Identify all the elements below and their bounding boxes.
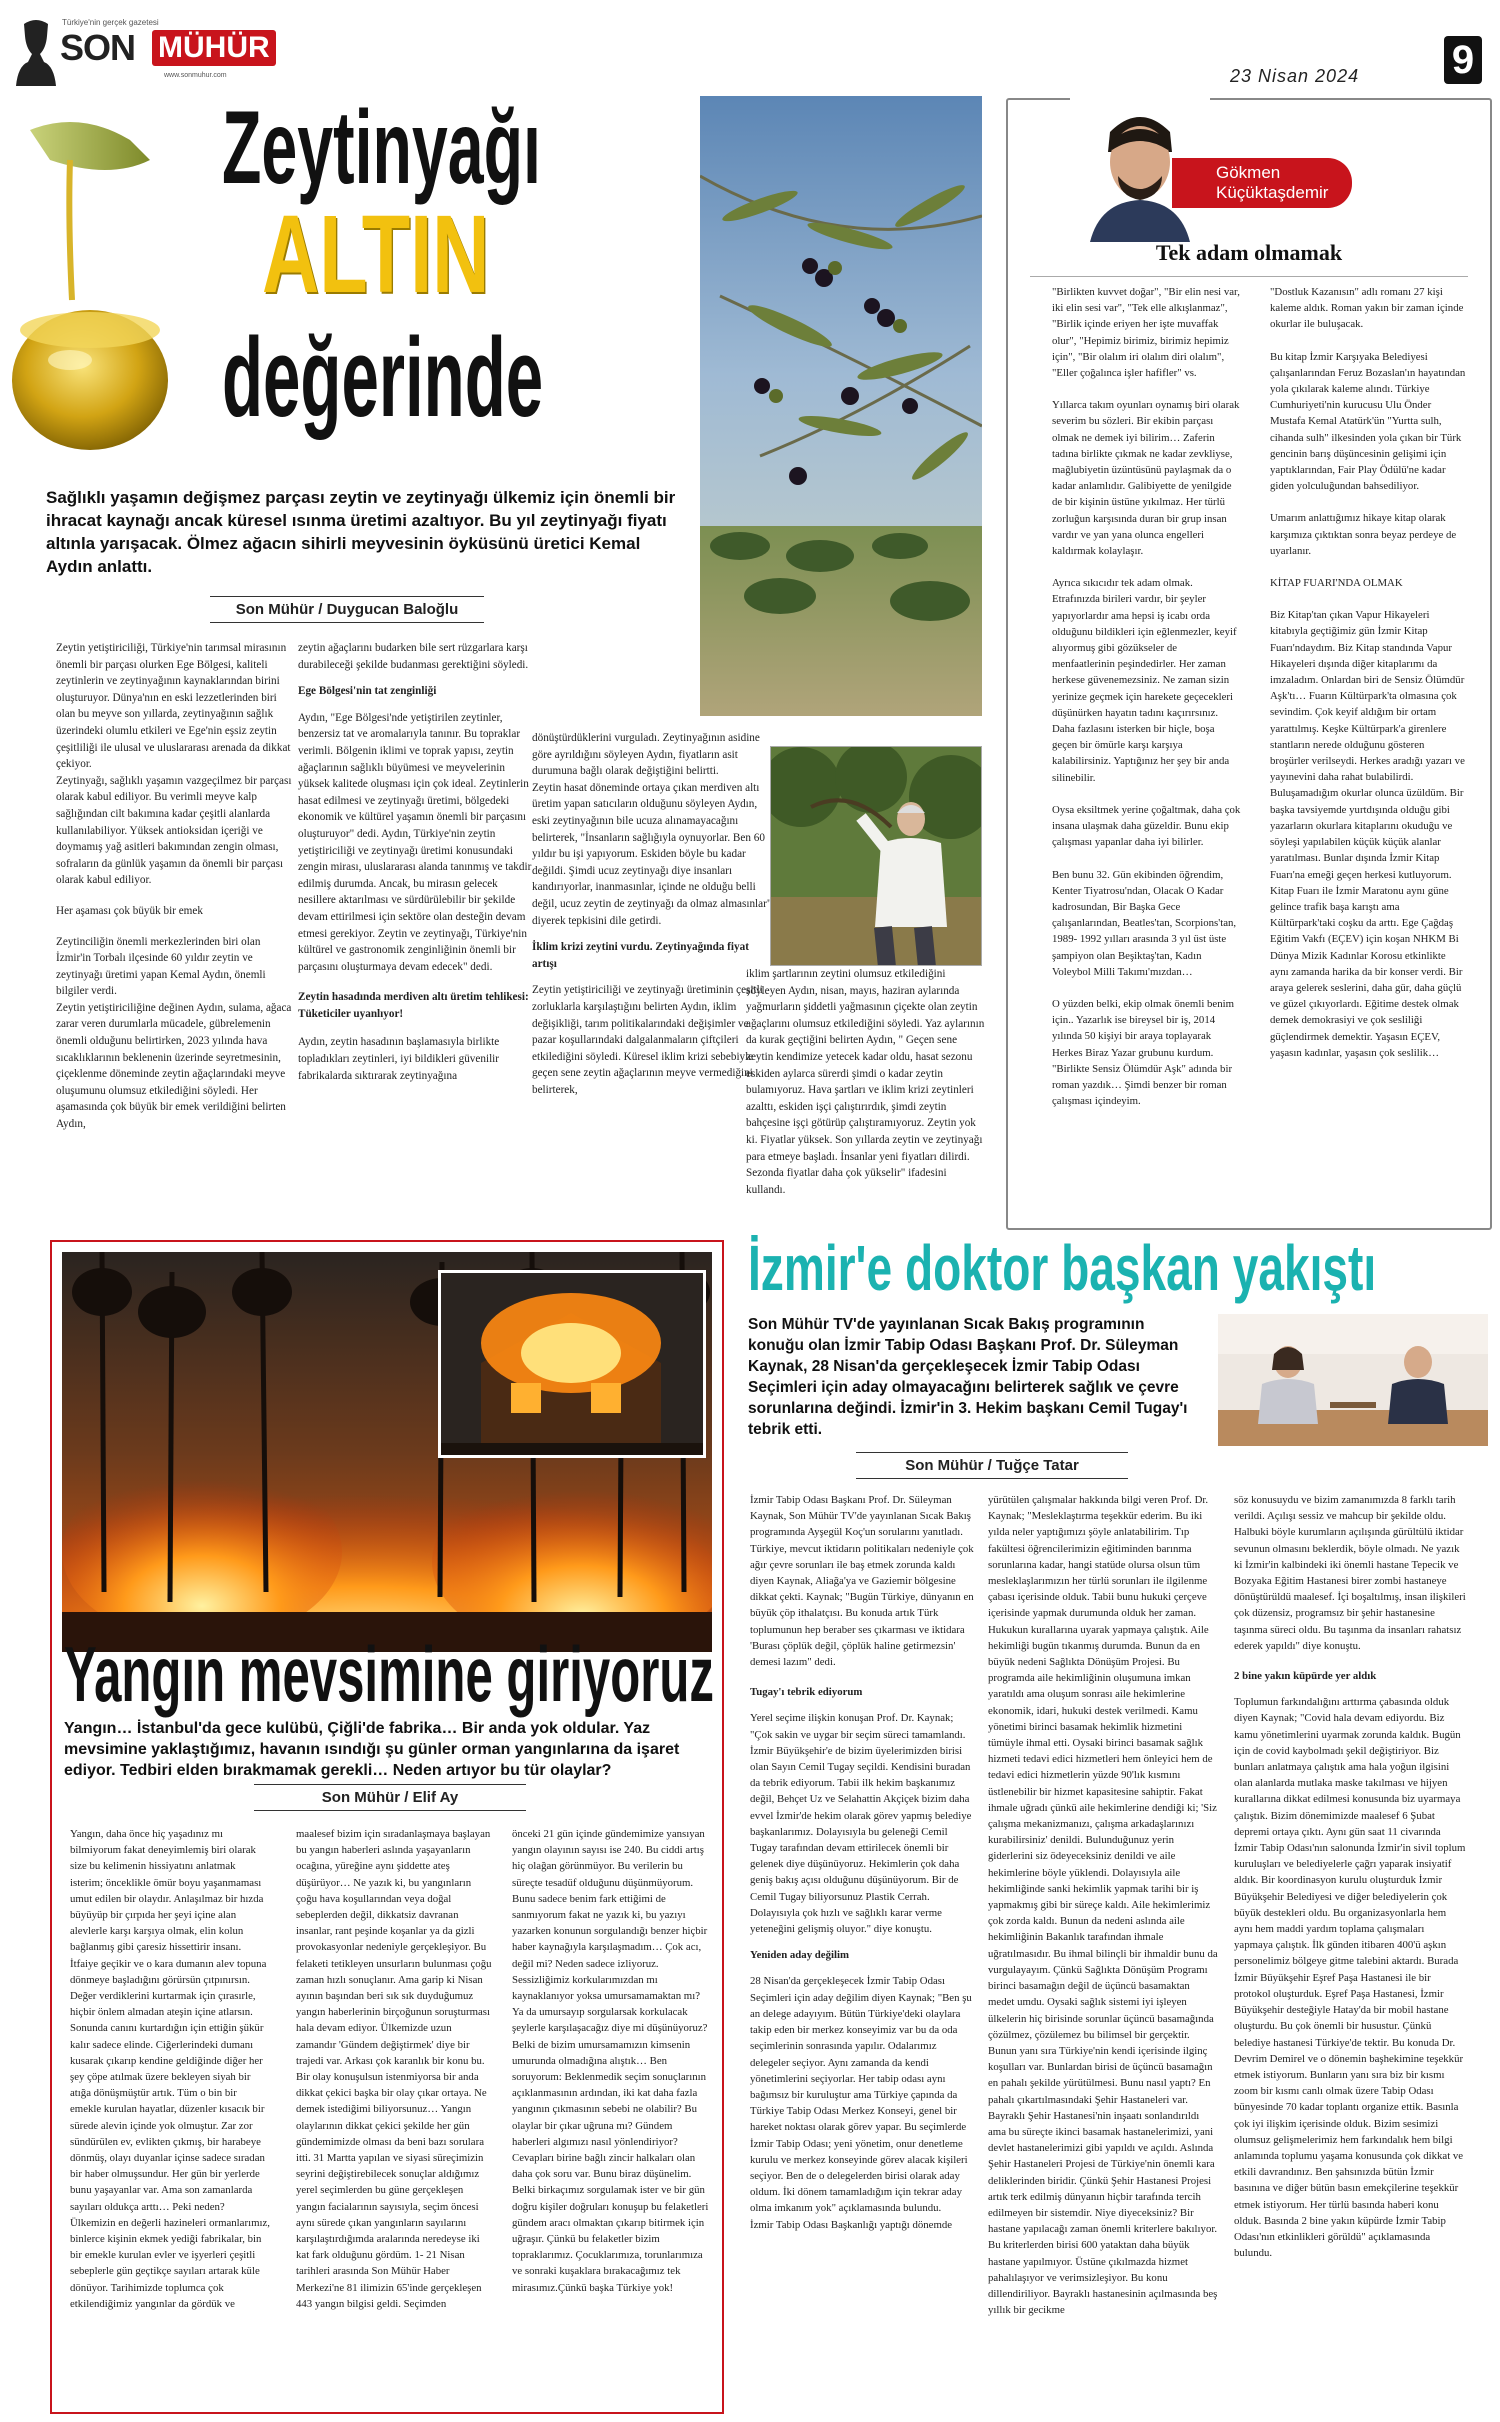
olive-paragraph: Aydın, "Ege Bölgesi'nde yetiştirilen zeytinler, benzersiz tat ve aromalarıyla tanınır. Bu topraklar verimli. Bölgenin iklimi ve toprak yapısı, zeytin ağaçlarının sağlıklı büyümesi ve meyvelerinin yüksek kalitede oluşması için çok ideal. Zeytinlerin hasat edilmesi ve zeytinyağı üretimi, bölgedeki ekonomik ve kültürel yaşamın önemli bir parçasını oluşturuyor" dedi. Aydın, Türkiye'nin zeytin yetiştiriciliği ve zeytinyağı üretimi konusundaki zengin mirası, uluslararası alanda tanınmış ve takdir edilmiş durumda. Ancak, bu mirasın gelecek nesillere aktarılması ve sürdürülebilir bir şekilde devam ettirilmesi için sektöre olan desteğin devam etmesi gerekiyor. Zeytin ve zeytinyağı, Türkiye'nin kültürel ve gastronomik zenginliğinin önemli bir parçasını oluşturmaya devam edecek" dedi. (298, 711, 532, 973)
olive-subhead: Zeytin hasadında merdiven altı üretim tehlikesi: Tüketiciler uyanlıyor! (298, 991, 529, 1020)
column-paragraph: Yıllarca takım oyunları oynamış biri olarak severim bu sözleri. Bir ekibin parçası olmak ne demek iyi bilirim… Zaferin tadına birlikte çıkmak ne kadar zevkliyse, mağlubiyetin üzüntüsünü paylaşmak da o kadar anlamlıdır. Galibiyette de yenilgide de bir kişinin üstüne yıkılmaz. Her türlü zorluğun karşısında duran bir grup insan vardır ve yan yana olunca engelleri kaldırmak kolaylaşır. (1052, 399, 1240, 558)
olive-byline: Son Mühür / Duygucan Baloğlu (210, 596, 484, 623)
olive-title-line1: Zeytinyağı (222, 90, 541, 206)
olive-subhead: İklim krizi zeytini vurdu. Zeytinyağında fiyat artışı (532, 941, 749, 970)
olive-column-3 (532, 730, 772, 1098)
column-paragraph: Ben bunu 32. Gün ekibinden öğrendim, Kenter Tiyatrosu'ndan, Olacak O Kadar kadrosundan, Bir Başka Gece çalışanlarından, Beatles'tan, Scorpions'tan, 1989- 1992 yılları arasında 3 yıl üst üste şampiyon olan Beşiktaş'tan, Kadın Voleybol Milli Takımı'mızdan… (1052, 868, 1237, 978)
column-subhead: KİTAP FUARI'NDA OLMAK (1270, 577, 1403, 590)
ataturk-silhouette-icon (14, 16, 58, 86)
columnist-last-name: Küçüktaşdemir (1216, 183, 1329, 202)
doctor-column-2 (988, 1492, 1218, 2318)
doctor-subhead: Tugay'ı tebrik ediyorum (750, 1686, 863, 1699)
olive-oil-pour-photo (10, 100, 210, 470)
fire-title: Yangın mevsimine giriyoruz (64, 1630, 714, 1718)
olive-column-4: iklim şartlarının zeytini olumsuz etkilediğini söyleyen Aydın, nisan, mayıs, haziran aylarında yağmurların şiddetli yağmasının çiçekte olan zeytin ağaçlarını olumsuz etkilediğini söyledi. Yaz aylarının da kurak geçtiğini belirten Aydın, " Geçen sene zeytin kendimize yetecek kadar oldu, hasat sezonu eskiden aylarca sürerdi şimdi o kadar zeytin bulamıyoruz. Hava şartları ve iklim krizi zeytinleri azalttı, eskiden işçi çalıştırırdık, şimdi zeytin bahçesine işçi götürüp çalıştıramıyoruz. Zeytin yok ki. Fiyatlar yüksek. Son yıllarda zeytin ve zeytinyağı para etmeye başladı. İnsanlar yeni fiyatları dilirdi. Sezonda fiyatlar daha çok yükselir" ifadesini kullandı. (746, 968, 985, 1196)
olive-subhead: Ege Bölgesi'nin tat zenginliği (298, 685, 437, 698)
olive-paragraph: zeytin ağaçlarını budarken bile sert rüzgarlara karşı durabileceği şekilde budanması gerektiğini söyledi. (298, 642, 529, 671)
olive-title-line2: ALTIN (262, 193, 490, 316)
doctor-column-1 (750, 1492, 974, 2233)
column-paragraph: "Birlikten kuvvet doğar", "Bir elin nesi var, iki elin sesi var", "Tek elle alkışlanmaz", "Birlik içinde eriyen her işte muvaffak olur", "Hepimiz birimiz, birimiz hepimiz için", "Bir olalım iri olalım diri olalım", "Eller çoğalınca işler hafifler" vs. (1052, 286, 1240, 380)
fire-byline: Son Mühür / Elif Ay (254, 1784, 526, 1811)
olive-subhead: Her aşaması çok büyük bir emek (56, 904, 203, 917)
doctor-subhead: 2 bine yakın küpürde yer aldık (1234, 1670, 1377, 1683)
column-paragraph: Biz Kitap'tan çıkan Vapur Hikayeleri kitabıyla geçtiğimiz gün İzmir Kitap Fuarı'ndaydım. Biz Kitap standında Vapur Hikayeleri dışında diğer kitaplarımı da imzaladım. Onlardan biri de Sensiz Ölümdür Aşk'tı… Fuarın Kültürpark'ta olmasına çok sevindim. Çok keyif aldığım bir ortam yarattılmış. Keşke Kültürpark'a girenlere stantların nerede olduğunu gösteren broşürler verilseydi. Herkes aradığı yazarı ve yayınevini daha rahat bulabilirdi. Buluşamadığım okurlar olunca üzüldüm. Bir başka tavsiyemde yurtdışında olduğu gibi yazarların okurlara kitaplarını okuduğu ve söyleşi yapılabilen küçük küçük alanlar yaratılması. Bunlar dışında İzmir Kitap Fuarı'na emeği geçen herkesi kutluyorum. Kitap Fuarı ile İzmir Maratonu aynı güne gelince trafik başa karıştı ama Kültürpark'taki coşku da arttı. Ege Çağdaş Eğitim Vakfı (EÇEV) için koşan NHKM Bi Dünya Mizik Kadınlar Korosu etkinlikte aynı zamanda harika da bir konser verdi. Bir araya gelerek seslerini, daha gür, daha güçlü ve güzel çıkıyorlardı. Eğitime destek olmak demek demokrasiyi ve çok sesliliği güçlendirmek demektir. Yaşasın EÇEV, yaşasın kadınlar, yaşasın çok seslilik… (1270, 609, 1465, 1059)
tv-studio-photo (1218, 1314, 1488, 1446)
burning-house-photo (438, 1270, 706, 1458)
olive-column-1 (56, 640, 292, 1133)
doctor-paragraph: söz konusuydu ve bizim zamanımızda 8 farklı tarih verildi. Açılışı sessiz ve mahcup bir şekilde oldu. Halbuki böyle kurumların açılışında gürültülü iktidar sevunun olmasını beklerdik, böyle olmadı. Ne yazık ki İzmir'in kalbindeki iki önemli hastane Tepecik ve Bozyaka Eğitim Hastanesi birer zombi hastaneye dönüştürüldü maalesef. İçi boşaltılmış, insan ilişkileri çok düzensiz, programsız bir şehir hastanesine taşınma süreci oldu. Bu taşınma da insanları rahatsız ederek yapıldı" diye konuştu. (1234, 1494, 1466, 1652)
doctor-subhead: Yeniden aday değilim (750, 1949, 849, 1962)
brand-son: SON (60, 27, 136, 68)
doctor-paragraph: yürütülen çalışmalar hakkında bilgi veren Prof. Dr. Kaynak; "Mesleklaştırma teşekkür ederim. Bu iki yılda neler yaptığımızı şöyle anlatabilirim. Tıp fakültesi öğrencilerimizin eğitiminden barınma sorunlarına kadar, hangi statüde olursa olsun tüm mesleklaşlarımızın her türlü sorunları ile ilgilenme çabası içerisinde olduk. Tabii bunu hukuki çerçeve içerisinde yapmak durumunda olduk her zaman. Hukukun kurallarına uyarak yapmaya çalıştık. Aile hekimliği bugün tıkanmış durumda. Bunun da en büyük nedeni Sağlıkta Dönüşüm Projesi. Bu programda aile hekimliğinin oluşumuna imkan yaratıldı ama oluşum sonrası aile hekimlerine ekonomik, idari, hukuki destek verilmedi. Kamu yönetimi birinci basamak hekimlik hizmetini tümüyle ihmal etti. Oysaki birinci basamak sağlık hizmeti tedavi edici hizmetleri hem önleyici hem de tedavi edici hizmetlerin yüzde 90'lık kısmını üstlenebilir bir hizmet kapasitesine sahiptir. Fakat ihmale uğradı çünkü aile hekimlerine dendiği ki; 'Siz çalışma mekanizmanızı, çalışma arkadaşlarınızı kurabilirsiniz' denildi. Bulunduğunuz yerin giderlerini siz ödeyeceksiniz denildi ve aile hekimlerine böyle yüklendi. Dolayısıyla aile hekimliğinde sanki hekimlik yapmak tarihi bir iş yapmakmış gibi bir süreçe kaldı. Aile hekimlerimiz çok zorda kaldı. Bunun da nedeni aslında aile hekimliğinin Bakanlık tarafından ihmale uğratılmasıdır. Bu ihmal bilinçli bir ihmaldir bunu da vurgulayayım. Çünkü Sağlıkta Dönüşüm Programı birinci basamağın değil de üçüncü basamaktan medet umdu. Oysaki sağlık sistemi iyi işleyen ülkelerin hiç birisinde sorunlar üçüncü basamağında çözülmez, çözülemez bu bilimsel bir gerçektir. Bunun yanı sıra Türkiye'nin kendi içerisinde ilginç koşulları var. Bunlardan birisi de üçüncü basamağın en pahalı şekilde yürütülmesi. Bunu nasıl yaptı? En pahalı çıkartılmasındaki Şehir Hastaneleri var. Bayraklı Şehir Hastanesi'nin inşaatı sonlandırıldı ama bu süreçte ikinci basamak hastanelerimizi, yani devlet hastanelerimizi gibi yapıldı ve açıldı. Aslında Şehir Hastaneleri Projesi de Türkiye'nin önemli kara deliklerinden biridir. Çünkü Şehir Hastanesi Projesi artık terk edilmiş dünyanın hiçbir tarafında tercih edilmeyen bir sistemdir. Niye diyeceksiniz? Bir hastane yapılacağı zaman önemli kriterlere bakılıyor. Bu kriterlerden birisi 600 yataktan daha büyük hastane yapılmıyor. Üstüne çıkılmazda hizmet pahalılaşıyor ve verimsizleşiyor. Bu konu dillendiriliyor. Bayraklı hastanesinin açılmasında beş yıllık bir gecikme (988, 1494, 1218, 2317)
doctor-paragraph: İzmir Tabip Odası Başkanı Prof. Dr. Süleyman Kaynak, Son Mühür TV'de yayınlanan Sıcak Bakış programında Ayşegül Koç'un sorularını yanıtladı. Türkiye, mevcut iktidarın politikaları nedeniyle çok ağır çevre sorunları ile baş etmek zorunda kaldı diyen Kaynak, Aliağa'ya ve Gaziemir bölgesine dikkat çekti. Kaynak; "Bugün Türkiye, dünyanın en büyük çöp ithalatçısı. Bu konuda artık Türk toplumunun hep beraber ses çıkarması ve iktidara 'Burası çöplük değil, çöplük haline getirmezsin' demesi lazım" dedi. (750, 1494, 974, 1669)
fire-column-3: önceki 21 gün içinde gündemimize yansıyan yangın olayının sayısı ise 240. Bu ciddi artış hiç olağan görünmüyor. Bu verilerin bu süreçte tesadüf olduğunu düşünmüyorum. Bunu sadece benim fark ettiğimi de sanmıyorum fakat ne yazık ki, bu yazıyı yazarken konunun sorgulandığı benzer hiçbir haber kaynağıyla karşılaşmadım… Çok acı, değil mi? Neden sadece izliyoruz. Sessizliğimiz korkularımızdan mı kaynaklanıyor yoksa umursamamaktan mı? Ya da umursayıp sorgularsak korkulacak şeylerle karşılaşacağız diye mi düşünüyoruz? Belki de bizim umursamamızın kimsenin umurunda olmadığına alıştık… Ben soruyorum: Beklenmedik seçim sonuçlarının açıklanmasının ardından, iki kat daha fazla yangının çıkmasının sebebi ne olabilir? Bu olaylar bir çıkar uğruna mı? Gündem haberleri algımızı nasıl yönlendiriyor? Cevapları birine bağlı zincir halkaları olan daha çok soru var. Bunu biraz düşünelim. Belki birkaçımız sorgulamak ister ve bir gün doğru kişiler doğruları konuşup bu felaketleri gündem aracı olmaktan çıkarıp bitirmek için uğraşır. Çünkü bu felaketler bizim topraklarımız. Çocuklarımıza, torunlarımıza ve sonraki kuşaklara bırakacağımız tek mirasımız.Çünkü başka Türkiye yok! (512, 1828, 709, 2294)
doctor-column-3 (1234, 1492, 1466, 2261)
fire-column-2: maalesef bizim için sıradanlaşmaya başlayan bu yangın haberleri aslında yaşayanların ocağına, yüreğine aynı şiddette ateş düşürüyor… Ne yazık ki, bu yangınların çoğu hava koşullarından veya doğal sebeplerden değil, dikkatsiz davranan insanlar, rant peşinde koşanlar ya da gizli provokasyonlar nedeniyle gerçekleşiyor. Bu felaketi tetikleyen unsurların bulunması çoğu zaman hızlı sonuçlanır. Ama garip ki Nisan ayının başından beri sık sık duyduğumuz yangın haberlerinin birçoğunun soruşturması hala devam ediyor. Ülkemizde uzun zamandır 'Gündem değiştirmek' diye bir trajedi var. Arkası çok karanlık bir konu bu. Bir olay konuşulsun istenmiyorsa bir anda dikkat çekici başka bir olay çıkar ortaya. Ne demek istediğimi biliyorsunuz… Yangın olaylarının dikkat çekici şekilde her gün gündemimizde olması da beni bazı sorulara itti. 31 Martta yapılan ve siyasi süreçimizin seyrini değiştirebilecek sonuçlar aldığımız yerel seçimlerden bu güne gerçekleşen yangın facialarının sayısıyla, seçim öncesi aynı sürede çıkan yangınların sayılarını karşılaştırdığımda aralarında neredeyse iki kat fark olduğunu gördüm. 1- 21 Nisan tarihleri arasında Son Mühür Haber Merkezi'ne 81 ilimizin 65'inde gerçekleşen 443 yangın bilgisi geldi. Seçimden (296, 1828, 492, 2310)
olive-paragraph: Aydın, zeytin hasadının başlamasıyla birlikte topladıkları zeytinleri, iyi bildikleri güvenilir fabrikalarda sıktırarak zeytinyağına (298, 1036, 500, 1082)
brand-muhur: MÜHÜR (152, 30, 276, 66)
olive-paragraph: dönüştürdüklerini vurguladı. Zeytinyağının asidine göre ayrıldığını söyleyen Aydın, fiyatların asit durumuna bağlı olarak değiştiğini belirtti. (532, 732, 760, 778)
olive-paragraph: Zeytin yetiştiriciliği ve zeytinyağı üretiminin çeşitli zorluklarla karşılaştığını belirten Aydın, iklim değişikliği, tarım politikalarındaki değişimler ve pazar koşullarındaki dalgalanmaların çiftçileri etkilediğini söyledi. Küresel iklim krizi sebebiyle geçen sene zeytin ağaçlarının meyve vermediğini belirterek, (532, 984, 763, 1096)
olive-column-2 (298, 640, 534, 1084)
issue-date: 23 Nisan 2024 (1230, 66, 1360, 86)
column-paragraph: Oysa eksiltmek yerine çoğaltmak, daha çok insana ulaşmak daha güzeldir. Bunu ekip çalışması yapanlar daha iyi bilirler. (1052, 803, 1241, 849)
column-title: Tek adam olmamak (1155, 240, 1343, 265)
olive-title-line3: değerinde (222, 315, 544, 440)
farmer-photo (770, 746, 982, 966)
doctor-paragraph: 28 Nisan'da gerçekleşecek İzmir Tabip Odası Seçimleri için aday değilim diyen Kaynak; "Ben şu an delege adayıyım. Bütün Türkiye'deki olaylara takip eden bir merkez konseyimiz var bu da oda seçimlerinin sonrasında yapılır. Odalarımız delegeler seçiyor. Aynı zamanda da kendi yönetimlerini seçiyorlar. Her tabip odası aynı bağımsız bir kuruluştur ama Türkiye çapında da Türkiye Tabip Odası Merkez Konseyi, genel bir hareket noktası olarak görev yapar. Bu seçimlerde İzmir Tabip Odası; yeni yönetim, onur denetleme kurulu ve merkez konseyinde görev alacak kişileri seçiyor. Ben de o delegelerden birisi olarak aday oldum. İki dönem tamamladığım için tekrar aday olma imkanım yok" açıklamasında bulundu. (750, 1975, 972, 2215)
doctor-paragraph: İzmir Tabip Odası Başkanlığı yaptığı dönemde (750, 2218, 953, 2231)
column-paragraph: Bu kitap İzmir Karşıyaka Belediyesi çalışanlarından Feruz Bozaslan'ın hayatından yola çıkılarak kaleme alındı. Türkiye Cumhuriyeti'nin kurucusu Ulu Önder Mustafa Kemal Atatürk'ün "Yurtta sulh, cihanda sulh" ilkesinden yola çıkan bir Türk gencinin barış düşüncesinin gelişimi için yaptıklarından, Fair Play Ödülü'ne kadar giden yolculuğundan bahsediliyor. (1270, 350, 1466, 493)
column-paragraph: O yüzden belki, ekip olmak önemli benim için.. Yazarlık ise bireysel bir iş, 2014 yılında 50 kişiyi bir araya toplayarak Herkes Biraz Yazar grubunu kurdum. "Birlikte Sensiz Ölümdür Aşk" adında bir roman yazdık… Şimdi benzer bir roman çalışması içindeyim. (1052, 997, 1235, 1108)
fire-lead: Yangın… İstanbul'da gece kulübü, Çiğli'de fabrika… Bir anda yok oldular. Yaz mevsimine yaklaştığımız, havanın ısındığı şu günler orman yangınlarına da işaret ediyor. Tedbiri elden bırakmamak gerekli… Neden artıyor bu tür olaylar? (64, 1720, 680, 1779)
masthead-tagline: Türkiye'nin gerçek gazetesi (62, 18, 159, 27)
masthead (14, 14, 276, 88)
doctor-lead: Son Mühür TV'de yayınlanan Sıcak Bakış programının konuğu olan İzmir Tabip Odası Başkanı Prof. Dr. Süleyman Kaynak, 28 Nisan'da gerçekleşecek İzmir Tabip Odası Seçimleri için aday olmayacağını belirterek sağlık ve çevre sorunlarına değindi. İzmir'in 3. Hekim başkanı Cemil Tugay'ı tebrik etti. (748, 1316, 1188, 1438)
column-text-2 (1270, 284, 1466, 1061)
column-paragraph: Ayrıca sıkıcıdır tek adam olmak. Etrafınızda birileri vardır, bir şeyler yapıyorlardır ama hepsi iş icabı orda olduğunu bildikleri için eğlenmezler, keyif alıyormuş gibi gözükseler de menfaatlerinin peşindedirler. Her zaman herkese güvenemezsiniz. Ne zaman sizin yerinize geçmek için harekete geçecekleri düşünürken hayatın tadını kaçırırsınız. Daha fazlasını isterken bir hiçle, boşa geçen bir ömürle karşı karşıya kalabilirsiniz. Yaptığınız her şey bir anda silinebilir. (1052, 577, 1237, 784)
column-paragraph: Umarım anlattığımız hikaye kitap olarak karşımıza çıktıktan sonra beyaz perdeye de uyarlanır. (1270, 512, 1457, 557)
column-paragraph: "Dostluk Kazanısın" adlı romanı 27 kişi kaleme aldık. Roman yakın bir zaman içinde okurlar ile buluşacak. (1270, 286, 1464, 331)
columnist-name-badge (1172, 158, 1352, 208)
olive-paragraph: Zeytin yetiştiriciliği, Türkiye'nin tarımsal mirasının önemli bir parçası olurken Ege Bölgesi, kaliteli zeytinlerin ve zeytinyağının kaynaklarından birini oluşturuyor. Dünya'nın en eski lezzetlerinden biri olan bu meyve son yıllarda, zeytinyağının sağlık üzerindeki olumlu etkileri ve Ege'nin eşsiz zeytin çeşitliliği ile ulusal ve uluslararası arenada da dikkat çekiyor. (56, 642, 291, 771)
olive-branch-photo (700, 96, 982, 716)
olive-paragraph: Zeytin hasat döneminde ortaya çıkan merdiven altı üretim yapan satıcıların olduğunu söyleyen Aydın, eski zeytinyağının bile ucuza alınamayacağını belirterek, "İnsanların sağlığıyla oynuyorlar. Ben 60 yıldır bu işi yapıyorum. Eskiden böyle bu kadar değildi. Şimdi ucuz zeytinyağı diye insanları kandırıyorlar, inanmasınlar, içinde ne olduğu belli değil, ucuz zeytin de zeytinyağı da olmaz almasınlar" diyerek tepkisini dile getirdi. (532, 781, 772, 927)
olive-paragraph: Zeytinyağı, sağlıklı yaşamın vazgeçilmez bir parçası olarak kabul ediliyor. Bu verimli meyve kalp sağlığından cilt bakımına kadar çeşitli alanlarda kullanılabiliyor. Yüksek antioksidan içeriği ve doymamış yağ asitleri bakımından zengin olması, sofraların da günlük yaşamın da önemli bir parçası olarak kabul ediliyor. (56, 774, 292, 887)
page-number: 9 (1444, 36, 1482, 84)
doctor-paragraph: Yerel seçime ilişkin konuşan Prof. Dr. Kaynak; "Çok sakin ve uygar bir seçim süreci tamamlandı. İzmir Büyükşehir'e de bizim üyelerimizden birisi olan Sayın Cemil Tugay seçildi. Kendisini buradan da tebrik ediyorum. Tabii ilk hekim başkanımız değil, Behçet Uz ve Selahattin Akçiçek bizim daha evvel İzmir'de hekim olarak görev yapmış belediye başkanlarımız. Dolayısıyla bu geleneği Cemil Tugay tarafından devam ettirilecek önemli bir gelenek diye düşünüyoruz. Hekimlerin çok daha geniş bakış açısı olduğunu düşünüyorum. Bir de Cemil Tugay biliyorsunuz Plastik Cerrah. Dolayısıyla çok hızlı ve sağlıklı karar verme yeteneğini gelişmiş oluyor." diye konuştu. (750, 1712, 972, 1936)
column-divider (1030, 276, 1468, 277)
brand-website: www.sonmuhur.com (164, 72, 227, 79)
olive-paragraph: Zeytin yetiştiriciliğine değinen Aydın, sulama, ağaca zarar veren durumlarla mücadele, gübrelemenin önemli olduğunu belirtirken, 2023 yılında hava sıcaklıklarının beklenenin üzerinde seyretmesinin, çiçeklenme döneminde zeytin ağaçlarındaki meyve oluşumunu olumsuz etkilediğini söyledi. Her aşamasında çok büyük bir emek verildiğini belirten Aydın, (56, 1001, 292, 1131)
olive-paragraph: Zeytinciliğin önemli merkezlerinden biri olan İzmir'in Torbalı ilçesinde 60 yıldır zeytin ve zeytinyağı üretimi yapan Kemal Aydın, önemli bilgiler verdi. (56, 935, 266, 998)
columnist-first-name: Gökmen (1216, 163, 1281, 182)
column-text-1 (1052, 284, 1242, 1109)
doctor-paragraph: Toplumun farkındalığını arttırma çabasında olduk diyen Kaynak; "Covid hala devam ediyordu. Biz kamu yönetimlerini uyarmak zorunda kaldık. Bugün için de covid kaybolmadı şekil değiştiriyor. Biz bunları anlatmaya çalıştık ama hala yoğun ilgisini olan alanlarda mutlaka maske takılması ve hijyen kurallarına dikkat edilmesi konusunda biz uyarmaya çalıştık. Bizim dönemimizde maalesef 6 Şubat depremi ortaya çıktı. Aynı gün saat 11 civarında İzmir Tabip Odası'nın salonunda İzmir'in sivil toplum kuruluşları ve belediyelerle çağrı yaparak insiyatif aldık. Bir koordinasyon kurulu oluşturduk İzmir Büyükşehir Belediyesi ve diğer belediyelerin çok büyük destekleri oldu. Bu organizasyonlarla hem aynı hem maddi yardım toplama çalışmaları yapmaya çalıştık. İlk günden itibaren 400'ü aşkın personelimiz bölgeye gitme talebini aktardı. Burada İzmir Büyükşehir Eşref Paşa Hastanesi ile bir protokol oluşturduk. Eşref Paşa Hastanesi, İzmir Büyükşehir desteğiyle Hatay'da bir mobil hastane oluşturdu. Bu çok önemli bir husustur. Çünkü belediye hastanesi Türkiye'de tektir. Bu konuda Dr. Devrim Demirel ve o dönemin başhekimine teşekkür etmek istiyorum. Bunların yanı sıra biz bir kısmı zoom bir kısmı canlı olmak üzere Tabip Odası bünyesinde 70 kadar toplantı organize ettik. Basınla çok iyi ilişkim içerisinde olduk. Bizim sesimizi olumsuz gelişmelerimiz hem farkındalık hem bilgi anlamında toplumu yaşama konusunda çok dikkat ve etkili davrandınız. Ben şahsınızda bütün İzmir basınına ve diğer bütün basın emekçilerine teşekkür etmek istiyorum. Her türlü basında haberi konu olduk. Basında 2 bine yakın küpürde İzmir Tabip Odası'nın etkinlikleri görüldü" açıklamasında bulundu. (1234, 1696, 1466, 2260)
doctor-title: İzmir'e doktor başkan yakıştı (748, 1232, 1377, 1304)
olive-lead: Sağlıklı yaşamın değişmez parçası zeytin ve zeytinyağı ülkemiz için önemli bir ihracat kaynağı ancak küresel ısınma üretimi azaltıyor. Bu yıl zeytinyağı fiyatı altınla yarışacak. Ölmez ağacın sihirli meyvesinin öyküsünü üretici Kemal Aydın anlattı. (46, 488, 676, 576)
fire-column-1: Yangın, daha önce hiç yaşadınız mı bilmiyorum fakat deneyimlemiş biri olarak size bu kelimenin hissiyatını anlatmak isterim; önceklikle ömür boyu yaşanmaması umut edilen bir olaydır. Anlaşılmaz bir hızda büyüyüp bir çırpıda her şeyi içine alan alevlerle karşı karşıya olmak, elin kolun bağlanmış gibi çaresiz hissettirir insanı. İtfaiye geçikir ve o kara dumanın alev topuna dönmeye başladığını görürsün çıtpınırsın. Değer verdiklerini kurtarmak için çırasırle, hiçbir önlem almadan ateşin içine atlarsın. Sonunda canını kurtardığın için ettiğin şükür kalır sadece elinde. Ciğerlerindeki dumanı kusarak çıkarıp kendine geldiğinde diğer her şey çöpe atılmak üzere bekleyen siyah bir atığa dönüşmüştür artık. Tüm o bin bir emekle kurulan hayatlar, düzenler kısacık bir sürede alevin içinde yok olmuştur. Zar zor sündürülen ev, evlikten çıkmış, bir harabeye dönmüş, olayı duyanlar içinse sadece sıradan bir haber olmuşsundur. Her gün bir yerlerde bunu yaşayanlar var. Ama son zamanlarda sayıları oldukça arttı… Peki neden? Ülkemizin en değerli hazineleri ormanlarımız, binlerce kişinin ekmek yediği fabrikalar, bin bir emekle kurulan evler ve işyerleri çeşitli sebeplerle gün geçtikçe sayıları artarak küle dönüyor. Tarihimizde toplumca çok etkilendiğimiz yangınlar da gördük ve (70, 1828, 270, 2310)
doctor-byline: Son Mühür / Tuğçe Tatar (856, 1452, 1128, 1479)
